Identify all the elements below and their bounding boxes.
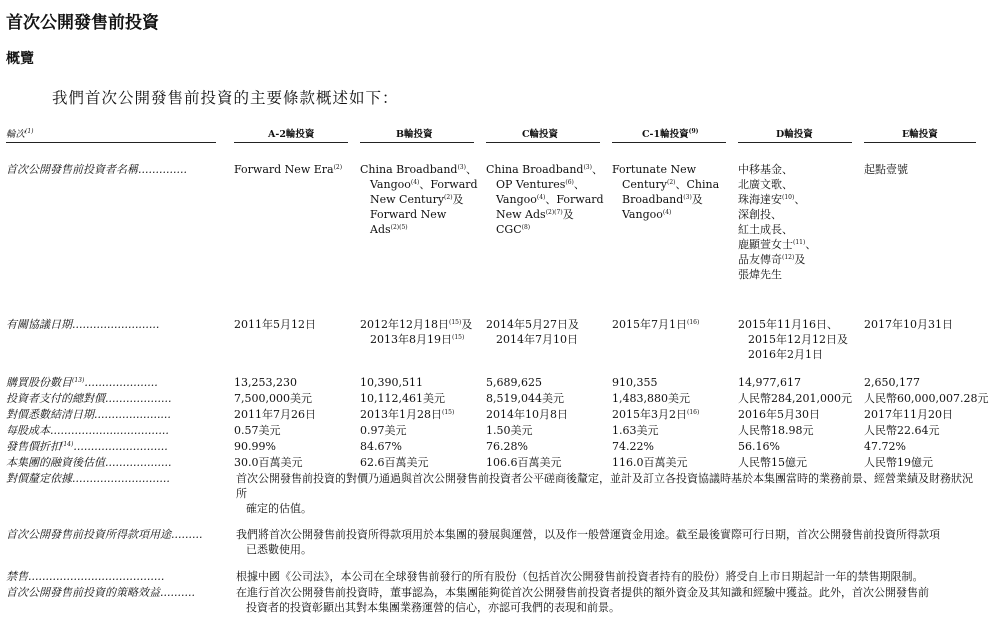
cell-c1: 1.63美元 xyxy=(612,424,659,437)
cell-d: 中移基金、 北廣文歌、 珠海達安$^{(10)}$、 深創投、 紅土成長、 鹿顯萱女士$^{(11)}$、 品友傳奇$^{(12)}$及 張煒先生 xyxy=(738,163,817,281)
cell-b: 0.97美元 xyxy=(360,424,407,437)
row-label: 對價悉數結清日期...................... xyxy=(6,408,171,421)
cell-span: 我們將首次公開發售前投資所得款項用於本集團的發展與運營，以及作一般營運資金用途。截至最後實際可行日期，首次公開發售前投資所得款項 已悉數使用。 xyxy=(236,528,940,556)
cell-c: 8,519,044美元 xyxy=(486,392,564,405)
header-col-d: D輪投資 xyxy=(776,129,813,140)
row-label: 首次公開發售前投資者名稱.............. xyxy=(6,163,187,176)
cell-c: 5,689,625 xyxy=(486,376,542,389)
header-round-label: 輪次$^{(1)}$ xyxy=(6,128,34,140)
cell-b: 84.67% xyxy=(360,440,402,453)
header-rule xyxy=(234,142,348,143)
cell-c1: Fortunate New Century$^{(2)}$、China Broadband$^{(3)}$及 Vangoo$^{(4)}$ xyxy=(612,163,720,221)
header-col-c1: C-1輪投資$^{(9)}$ xyxy=(642,128,699,140)
row-label: 首次公開發售前投資的策略效益.......... xyxy=(6,586,195,599)
cell-c: 1.50美元 xyxy=(486,424,533,437)
cell-e: 人民幣60,000,007.28元 xyxy=(864,392,989,405)
cell-e: 2,650,177 xyxy=(864,376,920,389)
cell-a2: 7,500,000美元 xyxy=(234,392,312,405)
cell-a2: 2011年5月12日 xyxy=(234,318,316,331)
row-label: 投資者支付的總對價................... xyxy=(6,392,172,405)
cell-c: China Broadband$^{(3)}$、 OP Ventures$^{(6)}$、 Vangoo$^{(4)}$、Forward New Ads$^{(2)(7)}$及 CGC$^{(8)}$ xyxy=(486,163,604,236)
cell-c1: 116.0百萬美元 xyxy=(612,456,688,469)
cell-d: 14,977,617 xyxy=(738,376,801,389)
header-col-b: B輪投資 xyxy=(396,129,433,140)
cell-e: 2017年11月20日 xyxy=(864,408,953,421)
cell-c: 2014年5月27日及 2014年7月10日 xyxy=(486,318,579,346)
cell-c: 106.6百萬美元 xyxy=(486,456,562,469)
cell-e: 47.72% xyxy=(864,440,906,453)
row-label: 首次公開發售前投資所得款項用途......... xyxy=(6,528,203,541)
cell-e: 人民幣22.64元 xyxy=(864,424,940,437)
section-title: 首次公開發售前投資 xyxy=(6,13,159,33)
header-rule xyxy=(612,142,726,143)
row-label: 本集團的融資後估值................... xyxy=(6,456,172,469)
cell-e: 起點壹號 xyxy=(864,163,908,176)
cell-d: 人民幣284,201,000元 xyxy=(738,392,852,405)
header-col-c: C輪投資 xyxy=(522,129,559,140)
cell-a2: 30.0百萬美元 xyxy=(234,456,303,469)
cell-e: 2017年10月31日 xyxy=(864,318,953,331)
cell-span: 首次公開發售前投資的對價乃通過與首次公開發售前投資者公平磋商後釐定，並計及訂立各投資協議時基於本集團當時的業務前景、經營業績及財務狀況所 確定的估值。 xyxy=(236,472,973,515)
cell-d: 人民幣15億元 xyxy=(738,456,807,469)
cell-d: 2016年5月30日 xyxy=(738,408,820,421)
cell-d: 2015年11月16日、 2015年12月12日及 2016年2月1日 xyxy=(738,318,848,361)
header-rule xyxy=(864,142,976,143)
cell-a2: 0.57美元 xyxy=(234,424,281,437)
cell-c1: 74.22% xyxy=(612,440,654,453)
row-label: 發售價折扣$^{(14)}$........................... xyxy=(6,440,168,453)
header-rule xyxy=(486,142,600,143)
cell-b: 10,112,461美元 xyxy=(360,392,445,405)
row-label: 每股成本.................................. xyxy=(6,424,169,437)
header-rule xyxy=(6,142,216,143)
cell-c: 2014年10月8日 xyxy=(486,408,568,421)
cell-c1: 2015年7月1日$^{(16)}$ xyxy=(612,318,700,331)
cell-e: 人民幣19億元 xyxy=(864,456,933,469)
row-label: 對價釐定依據............................ xyxy=(6,472,170,485)
header-rule xyxy=(360,142,474,143)
subsection-title: 概覽 xyxy=(6,51,34,67)
cell-a2: Forward New Era$^{(2)}$ xyxy=(234,163,343,176)
intro-paragraph: 我們首次公開發售前投資的主要條款概述如下： xyxy=(52,89,399,107)
cell-b: China Broadband$^{(3)}$、 Vangoo$^{(4)}$、Forward New Century$^{(2)}$及 Forward New Ads$^{(2)(5)}$ xyxy=(360,163,478,236)
cell-a2: 13,253,230 xyxy=(234,376,297,389)
cell-b: 62.6百萬美元 xyxy=(360,456,429,469)
cell-c1: 910,355 xyxy=(612,376,658,389)
row-label: 購買股份數目$^{(13)}$..................... xyxy=(6,376,158,389)
cell-span: 在進行首次公開發售前投資時，董事認為，本集團能夠從首次公開發售前投資者提供的額外資金及其知識和經驗中獲益。此外，首次公開發售前 投資者的投資彰顯出其對本集團業務運營的信心，亦認可我們的表現和前景。 xyxy=(236,586,929,614)
cell-c1: 2015年3月2日$^{(16)}$ xyxy=(612,408,700,421)
cell-d: 56.16% xyxy=(738,440,780,453)
header-col-a2: A-2輪投資 xyxy=(268,129,315,140)
cell-b: 2012年12月18日$^{(15)}$及 2013年8月19日$^{(15)}$ xyxy=(360,318,473,346)
row-label: 有關協議日期......................... xyxy=(6,318,160,331)
row-label: 禁售....................................... xyxy=(6,570,165,583)
cell-span: 根據中國《公司法》，本公司在全球發售前發行的所有股份（包括首次公開發售前投資者持有的股份）將受自上市日期起計一年的禁售期限制。 xyxy=(236,570,924,583)
cell-a2: 2011年7月26日 xyxy=(234,408,316,421)
cell-c1: 1,483,880美元 xyxy=(612,392,690,405)
cell-a2: 90.99% xyxy=(234,440,276,453)
header-rule xyxy=(738,142,852,143)
cell-b: 10,390,511 xyxy=(360,376,423,389)
cell-c: 76.28% xyxy=(486,440,528,453)
header-col-e: E輪投資 xyxy=(902,129,938,140)
cell-d: 人民幣18.98元 xyxy=(738,424,814,437)
cell-b: 2013年1月28日$^{(15)}$ xyxy=(360,408,455,421)
